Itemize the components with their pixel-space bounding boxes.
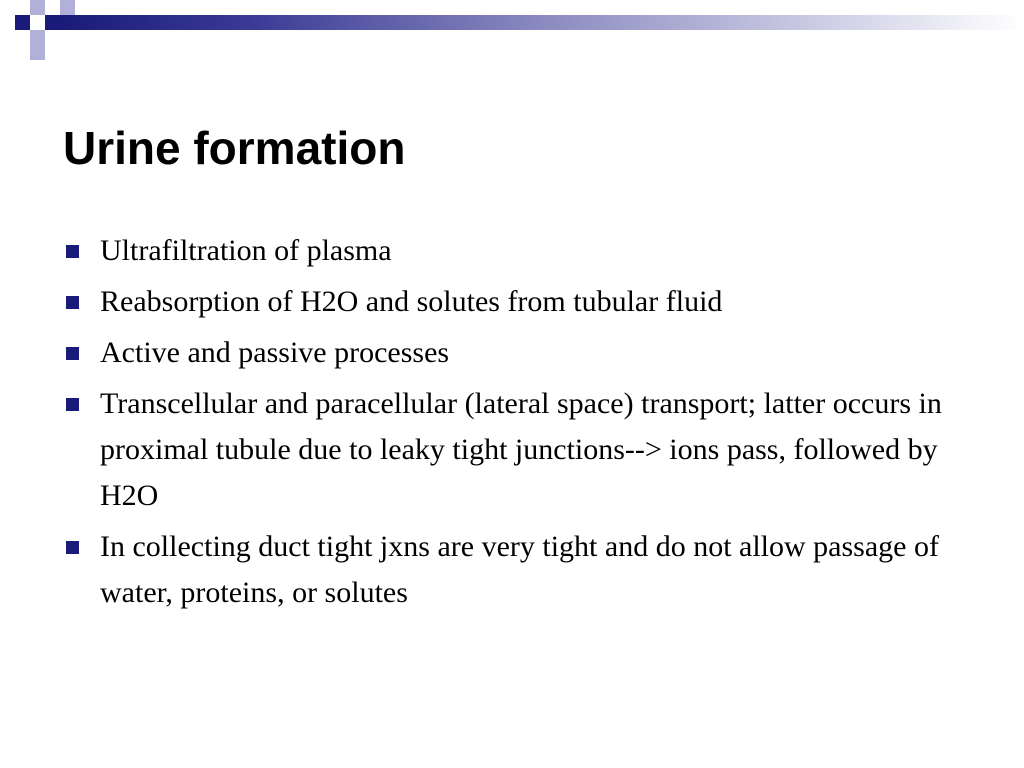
square-bullet-icon <box>66 245 79 258</box>
square-bullet-icon <box>66 296 79 309</box>
bullet-text: Transcellular and paracellular (lateral space) transport; latter occurs in proximal tubule due to leaky tight junctions--> ions pass, followed by H2O <box>100 387 942 512</box>
bullet-text: Ultrafiltration of plasma <box>100 234 392 267</box>
bullet-list <box>63 228 963 621</box>
list-item <box>63 228 963 274</box>
decor-square <box>15 15 30 30</box>
header-decoration <box>0 0 1024 70</box>
list-item <box>63 381 963 519</box>
list-item <box>63 279 963 325</box>
list-item <box>63 330 963 376</box>
bullet-text: In collecting duct tight jxns are very tight and do not allow passage of water, proteins, or solutes <box>100 530 939 609</box>
square-bullet-icon <box>66 541 79 554</box>
decor-square <box>45 30 60 45</box>
square-bullet-icon <box>66 398 79 411</box>
decor-square <box>30 45 45 60</box>
bullet-text: Reabsorption of H2O and solutes from tubular fluid <box>100 285 723 318</box>
square-bullet-icon <box>66 347 79 360</box>
decor-square <box>45 15 60 30</box>
slide-title: Urine formation <box>63 122 406 174</box>
bullet-text: Active and passive processes <box>100 336 450 369</box>
header-gradient-bar <box>60 15 1024 30</box>
list-item <box>63 524 963 616</box>
decor-square <box>30 30 45 45</box>
decor-square <box>60 0 75 15</box>
decor-square <box>30 0 45 15</box>
